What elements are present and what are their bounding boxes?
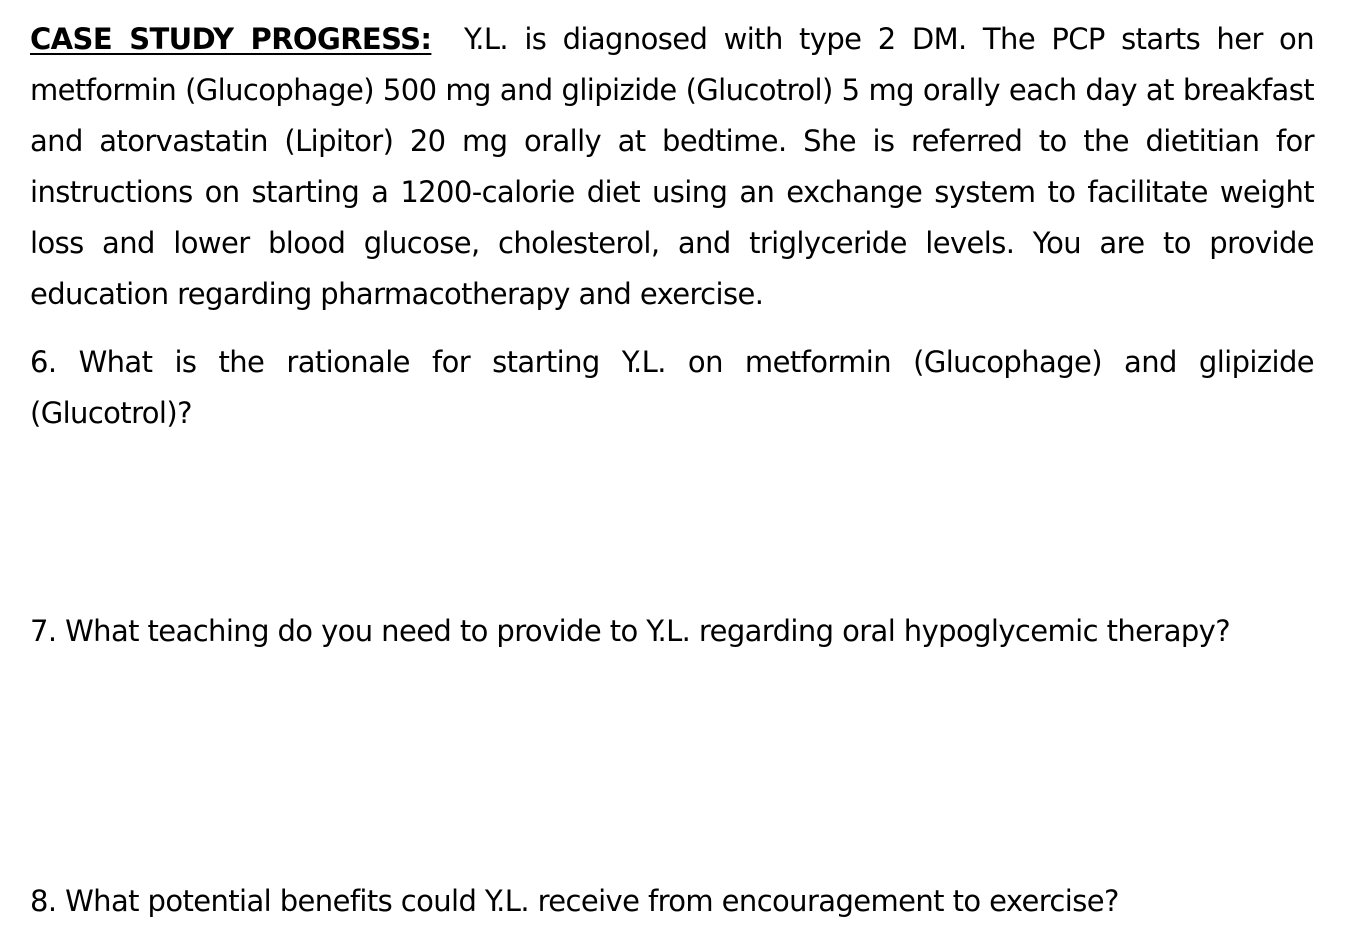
- case-study-text: Y.L. is diagnosed with type 2 DM. The PCP starts her on metformin (Glucophage) 500 mg and glipizide (Glucotrol) 5 mg orally each day at breakfast and atorvastatin (Lipitor) 20 mg orally at bedtime. She is referred to the dietitian for instructions on starting a 1200-calorie diet using an exchange system to facilitate weight loss and lower blood glucose, cholesterol, and triglyceride levels. You are to provide education regarding pharmacotherapy and exercise.: [30, 22, 1314, 311]
- question-6: [30, 337, 1314, 439]
- question-8: [30, 876, 1314, 927]
- question-number: 6.: [30, 345, 57, 379]
- document-page: [30, 14, 1315, 918]
- case-study-label: CASE STUDY PROGRESS:: [30, 22, 432, 56]
- question-number: 8.: [30, 884, 57, 918]
- case-study-paragraph: [30, 14, 1314, 320]
- question-text: What teaching do you need to provide to Y.L. regarding oral hypoglycemic therapy?: [65, 614, 1231, 648]
- question-number: 7.: [30, 614, 57, 648]
- question-7: [30, 606, 1314, 657]
- question-text: What potential benefits could Y.L. receive from encouragement to exercise?: [65, 884, 1119, 918]
- question-text: What is the rationale for starting Y.L. on metformin (Glucophage) and glipizide (Glucotrol)?: [30, 345, 1315, 430]
